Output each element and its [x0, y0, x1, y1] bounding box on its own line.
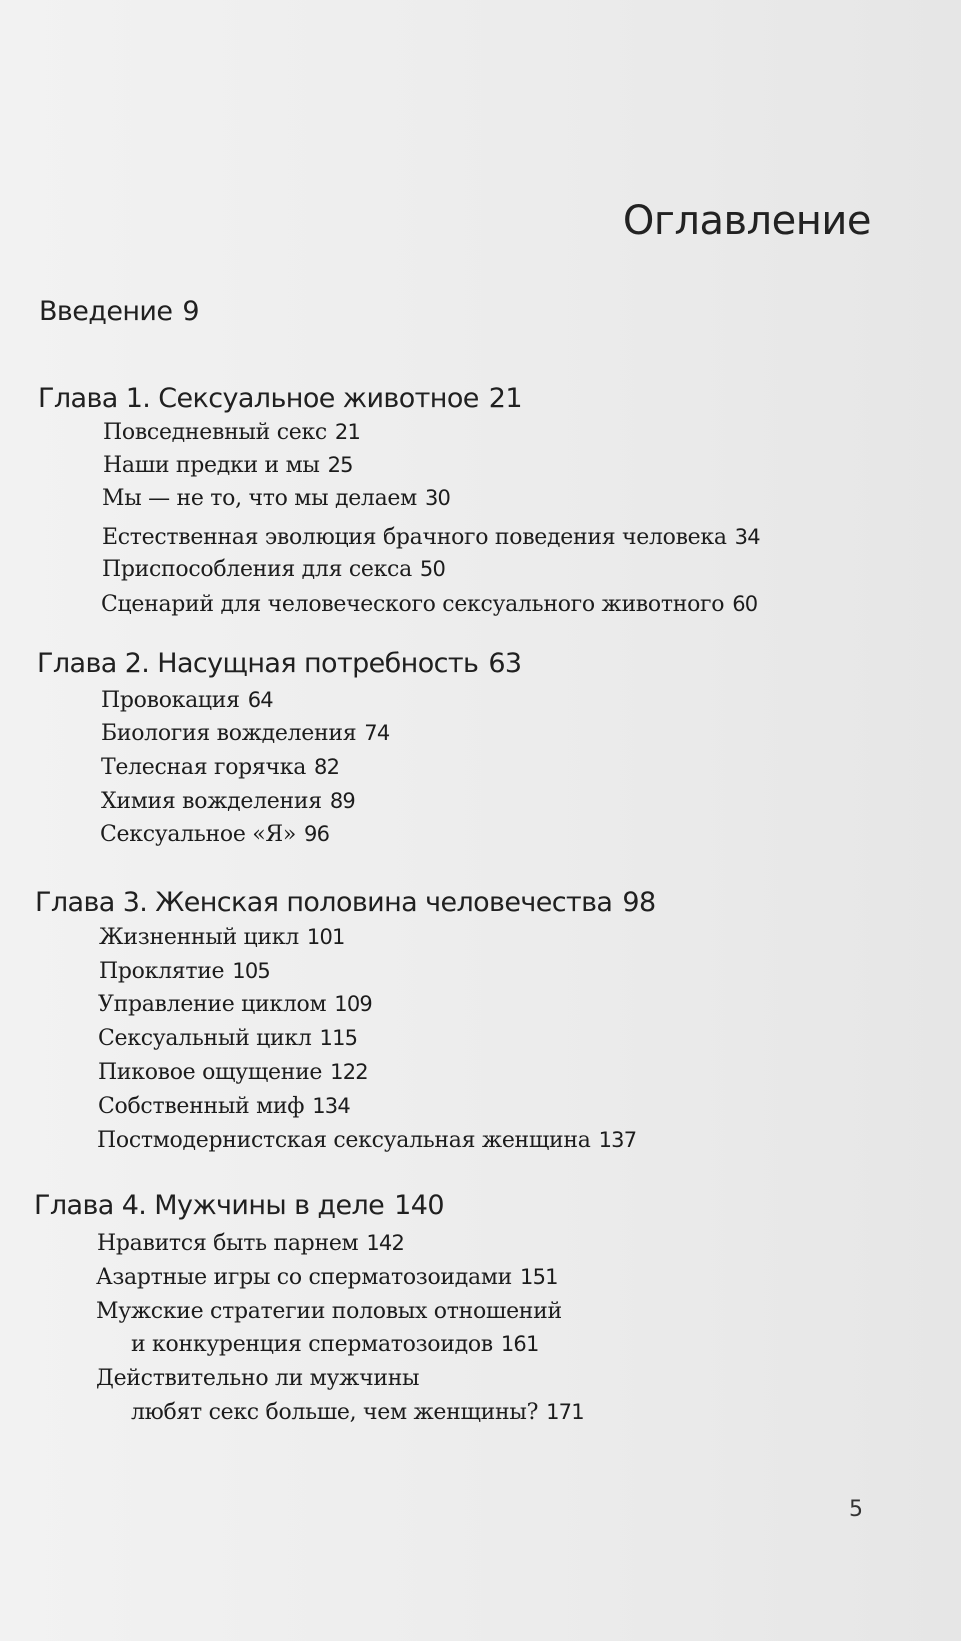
- toc-section: [101, 721, 389, 746]
- section-label: Постмодернистская сексуальная женщина: [97, 1128, 591, 1153]
- chapter-label: Глава 2. Насущная потребность: [37, 648, 479, 679]
- section-label: Биология вожделения: [101, 721, 357, 746]
- toc-section-continuation: [131, 1400, 584, 1425]
- section-label: Пиковое ощущение: [98, 1060, 323, 1085]
- toc-section: [99, 925, 345, 950]
- section-page: 115: [319, 1026, 358, 1050]
- toc-section: [101, 755, 339, 780]
- section-page: 25: [327, 453, 353, 477]
- chapter-label: Глава 4. Мужчины в деле: [34, 1190, 385, 1221]
- section-label: Повседневный секс: [103, 420, 327, 445]
- section-page: 64: [247, 688, 273, 712]
- toc-section: [101, 688, 273, 713]
- toc-section: [97, 1128, 636, 1153]
- section-page: 134: [312, 1094, 350, 1118]
- toc-section: [98, 1026, 357, 1051]
- chapter-label: Глава 1. Сексуальное животное: [38, 383, 479, 414]
- section-label: Собственный миф: [98, 1094, 305, 1119]
- section-label: Наши предки и мы: [103, 453, 320, 478]
- toc-intro-page: 9: [182, 296, 199, 327]
- section-label-continuation: и конкуренция сперматозоидов: [131, 1332, 493, 1357]
- toc-section: [100, 822, 329, 847]
- toc-section: [96, 1366, 419, 1391]
- section-page: 171: [546, 1400, 584, 1424]
- section-label: Сексуальное «Я»: [100, 822, 297, 847]
- toc-section: [102, 486, 450, 511]
- section-page: 137: [598, 1128, 637, 1152]
- section-page: 21: [334, 420, 361, 444]
- section-page: 151: [520, 1265, 558, 1289]
- section-page: 30: [424, 486, 451, 510]
- section-page: 96: [304, 822, 330, 846]
- toc-section: [101, 592, 757, 617]
- toc-section: [97, 1231, 404, 1256]
- section-page: 50: [419, 557, 446, 581]
- section-page: 142: [366, 1231, 405, 1255]
- toc-chapter: [37, 648, 522, 679]
- section-label: Телесная горячка: [101, 755, 307, 780]
- section-page: 109: [334, 992, 372, 1016]
- page-number: 5: [849, 1497, 863, 1522]
- toc-section: [98, 992, 372, 1017]
- section-page: 34: [734, 525, 760, 549]
- section-label: Азартные игры со сперматозоидами: [96, 1265, 513, 1290]
- chapter-page: 98: [622, 887, 656, 918]
- section-page: 82: [314, 755, 340, 779]
- section-label: Провокация: [101, 688, 240, 713]
- toc-section: [102, 525, 760, 550]
- section-label: Естественная эволюция брачного поведения человека: [102, 525, 727, 550]
- section-page: 101: [306, 925, 345, 949]
- toc-chapter: [34, 1190, 444, 1221]
- toc-section: [96, 1265, 558, 1290]
- toc-intro-label: Введение: [39, 296, 173, 327]
- chapter-page: 21: [488, 383, 522, 414]
- chapter-page: 140: [394, 1190, 444, 1221]
- section-label: Управление циклом: [98, 992, 327, 1017]
- section-label: Сценарий для человеческого сексуального животного: [101, 592, 725, 617]
- section-page: 60: [732, 592, 758, 616]
- section-page: 122: [330, 1060, 368, 1084]
- toc-section: [96, 1299, 562, 1324]
- chapter-label: Глава 3. Женская половина человечества: [35, 887, 613, 918]
- section-label-continuation: любят секс больше, чем женщины?: [131, 1400, 539, 1425]
- toc-section: [101, 789, 355, 814]
- section-label: Действительно ли мужчины: [96, 1366, 420, 1391]
- toc-chapter: [35, 887, 656, 918]
- section-label: Мы — не то, что мы делаем: [102, 486, 417, 511]
- chapter-page: 63: [488, 648, 522, 679]
- section-label: Сексуальный цикл: [98, 1026, 312, 1051]
- toc-section: [103, 420, 360, 445]
- section-label: Нравится быть парнем: [97, 1231, 359, 1256]
- section-label: Проклятие: [99, 959, 225, 984]
- toc-section: [99, 959, 270, 984]
- section-label: Мужские стратегии половых отношений: [96, 1299, 562, 1324]
- section-label: Химия вожделения: [101, 789, 322, 814]
- toc-section: [98, 1094, 350, 1119]
- section-label: Жизненный цикл: [99, 925, 299, 950]
- toc-section: [102, 557, 445, 582]
- section-label: Приспособления для секса: [102, 557, 412, 582]
- toc-section: [103, 453, 353, 478]
- section-page: 105: [232, 959, 270, 983]
- section-page: 89: [329, 789, 355, 813]
- section-page: 74: [364, 721, 390, 745]
- toc-section-continuation: [131, 1332, 539, 1357]
- toc-intro: [39, 296, 199, 327]
- toc-chapter: [38, 383, 522, 414]
- section-page: 161: [500, 1332, 539, 1356]
- page-title: Оглавление: [622, 198, 871, 244]
- toc-section: [98, 1060, 368, 1085]
